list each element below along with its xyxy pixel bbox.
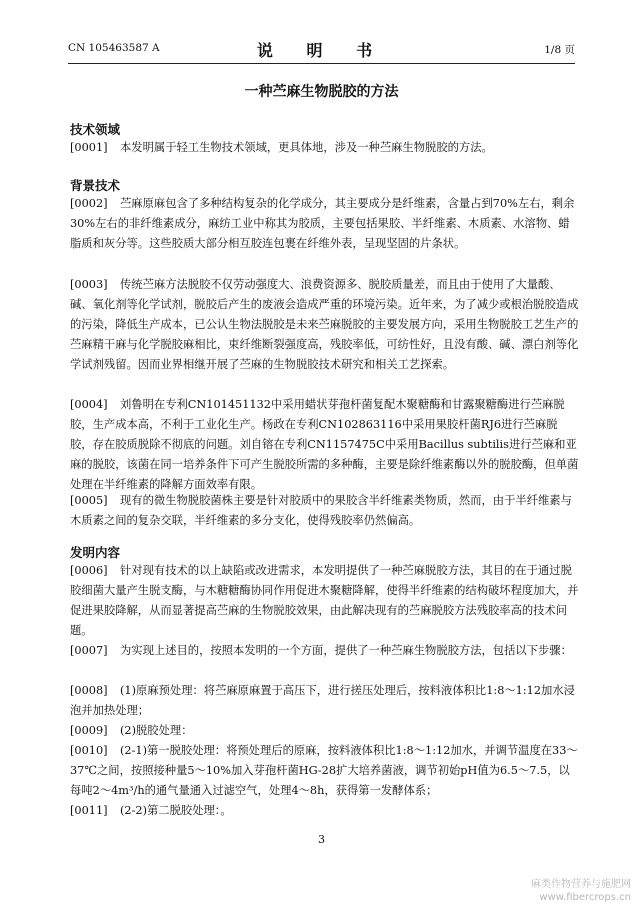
paragraph-text: 本发明属于轻工生物技术领域，更具体地，涉及一种苎麻生物脱胶的方法。 — [120, 141, 493, 154]
paragraph-number: [0008] — [70, 684, 108, 697]
paragraph-0002 — [70, 194, 580, 254]
watermark-url: www.fibercrops.cn — [539, 892, 631, 903]
paragraph-0010 — [70, 741, 580, 801]
document-title: 一种苎麻生物脱胶的方法 — [244, 84, 399, 100]
page-header — [68, 40, 575, 60]
paragraph-0011 — [70, 801, 580, 821]
paragraph-number: [0005] — [70, 494, 108, 507]
paragraph-number: [0004] — [70, 398, 108, 411]
paragraph-0007 — [70, 641, 580, 661]
paragraph-0001 — [70, 138, 580, 158]
paragraph-number: [0001] — [70, 141, 108, 154]
paragraph-number: [0003] — [70, 278, 108, 291]
paragraph-number: [0011] — [70, 804, 108, 817]
paragraph-text: (2-1)第一脱胶处理：将预处理后的原麻，按料液体积比1:8～1:12加水，并调节温度在33～37℃之间，按照接种量5～10%加入芽孢杆菌HG-28扩大培养菌液，调节初始pH值为6.5～7.5，以每吨2～4m³/h的通气量通入过滤空气，处理4～8h，获得第一发酵体系； — [70, 744, 578, 797]
paragraph-text: 针对现有技术的以上缺陷或改进需求，本发明提供了一种苎麻脱胶方法，其目的在于通过脱胶细菌大量产生脱支酶，与木糖糖酶协同作用促进木聚糖降解，使得半纤维素的结构破坏程度加大，并促进果胶降解，从而显著提高苎麻的生物脱胶效果，由此解决现有的苎麻脱胶方法残胶率高的技术问题。 — [70, 564, 579, 637]
paragraph-number: [0009] — [70, 724, 108, 737]
paragraph-text: 现有的微生物脱胶菌株主要是针对胶质中的果胶含半纤维素类物质，然而，由于半纤维素与木质素之间的复杂交联，半纤维素的多分支化，使得残胶率仍然偏高。 — [70, 494, 572, 527]
page-number: 3 — [318, 833, 325, 846]
site-watermark — [531, 878, 631, 904]
paragraph-0005 — [70, 491, 580, 531]
page-count: 1/8 页 — [544, 44, 575, 56]
paragraph-number: [0007] — [70, 644, 108, 657]
paragraph-text: 为实现上述目的，按照本发明的一个方面，提供了一种苎麻生物脱胶方法，包括以下步骤： — [120, 644, 572, 657]
paragraph-text: (2)脱胶处理： — [120, 724, 193, 737]
section-background: 背景技术 — [70, 178, 121, 193]
paragraph-0008 — [70, 681, 580, 721]
paragraph-0006 — [70, 561, 580, 641]
paragraph-0003 — [70, 275, 580, 375]
paragraph-text: (2-2)第二脱胶处理：。 — [120, 804, 232, 817]
paragraph-text: 传统苎麻方法脱胶不仅劳动强度大、浪费资源多、脱胶质量差，而且由于使用了大量酸、碱、氧化剂等化学试剂，脱胶后产生的废液会造成严重的环境污染。近年来，为了减少或根治脱胶造成的污染，降低生产成本，已公认生物法脱胶是未来苎麻脱胶的主要发展方向，采用生物脱胶工艺生产的苎麻精干麻与化学脱胶麻相比，束纤维断裂强度高，残胶率低，可纺性好，且没有酸、碱、漂白剂等化学试剂残留。因而业界相继开展了苎麻的生物脱胶技术研究和相关工艺探索。 — [70, 278, 579, 371]
document-type: 说 明 书 — [256, 41, 387, 60]
patent-number: CN 105463587 A — [68, 42, 160, 54]
header-divider — [68, 63, 575, 64]
paragraph-0009 — [70, 721, 580, 741]
paragraph-number: [0002] — [70, 197, 108, 210]
paragraph-0004 — [70, 395, 580, 495]
paragraph-text: (1)原麻预处理：将苎麻原麻置于高压下，进行搓压处理后，按料液体积比1:8～1:12加水浸泡并加热处理； — [70, 684, 575, 717]
section-summary: 发明内容 — [70, 545, 121, 560]
paragraph-text: 刘鲁明在专利CN101451132中采用蜡状芽孢杆菌复配木聚糖酶和甘露聚糖酶进行苎麻脱胶，生产成本高，不利于工业化生产。杨政在专利CN102863116中采用果胶杆菌RJ6进行苎麻脱胶，存在胶质脱除不彻底的问题。刘自镕在专利CN1157475C中采用Bacillus subtilis进行苎麻和亚麻的脱胶，该菌在同一培养条件下可产生脱胶所需的多种酶，主要是除纤维素酶以外的脱胶酶，但单菌处理在半纤维素的降解方面效率有限。 — [70, 398, 579, 491]
paragraph-number: [0006] — [70, 564, 108, 577]
section-tech-field: 技术领域 — [70, 122, 121, 137]
watermark-site-name: 麻类作物营养与施肥网 — [531, 879, 631, 890]
paragraph-number: [0010] — [70, 744, 108, 757]
paragraph-text: 苎麻原麻包含了多种结构复杂的化学成分，其主要成分是纤维素，含量占到70%左右，剩余30%左右的非纤维素成分，麻纺工业中称其为胶质，主要包括果胶、半纤维素、木质素、水溶物、蜡脂质和灰分等。这些胶质大部分相互胶连包裹在纤维外表，呈现坚固的片条状。 — [70, 197, 575, 250]
